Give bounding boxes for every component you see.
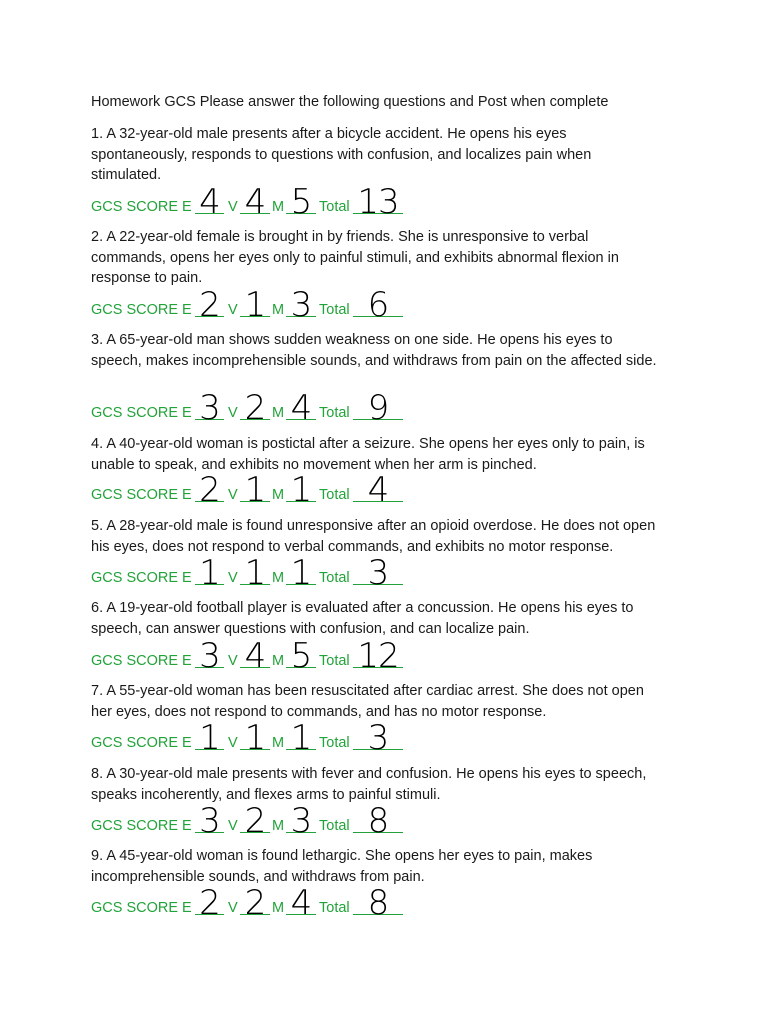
question-line: 5. A 28-year-old male is found unresponsive after an opioid overdose. He does not open bbox=[91, 518, 656, 534]
handwritten-answer-v[interactable]: 1 bbox=[244, 718, 266, 758]
score-label-v: V bbox=[228, 302, 238, 318]
handwritten-answer-e[interactable]: 2 bbox=[199, 883, 220, 923]
handwritten-answer-e[interactable]: 4 bbox=[199, 182, 220, 222]
score-label-m: M bbox=[272, 302, 285, 318]
question-line: 4. A 40-year-old woman is postictal after a seizure. She opens her eyes only to pain, is bbox=[91, 436, 645, 452]
handwritten-answer-v[interactable]: 4 bbox=[244, 182, 266, 222]
score-label-total: Total bbox=[319, 818, 350, 834]
handwritten-answer-v[interactable]: 1 bbox=[244, 553, 266, 593]
handwritten-answer-e[interactable]: 3 bbox=[199, 388, 220, 428]
question-line: his eyes, does not respond to verbal commands, and exhibits no motor response. bbox=[91, 538, 614, 555]
question-line: her eyes, does not respond to commands, and has no motor response. bbox=[91, 703, 547, 720]
handwritten-answer-v[interactable]: 2 bbox=[244, 388, 266, 428]
score-label-v: V bbox=[228, 487, 238, 503]
score-label-prefix: GCS SCORE E bbox=[91, 653, 192, 669]
score-label-prefix: GCS SCORE E bbox=[91, 487, 192, 503]
score-label-v: V bbox=[228, 735, 238, 751]
handwritten-answer-total[interactable]: 8 bbox=[367, 801, 389, 841]
handwritten-answer-m[interactable]: 5 bbox=[290, 636, 312, 676]
handwritten-answer-m[interactable]: 4 bbox=[290, 883, 312, 923]
score-label-total: Total bbox=[319, 487, 350, 503]
gcs-score-row bbox=[91, 285, 411, 325]
handwritten-answer-e[interactable]: 2 bbox=[199, 285, 220, 325]
handwritten-answer-total[interactable]: 3 bbox=[367, 553, 389, 593]
question-text bbox=[91, 124, 691, 186]
handwritten-answer-m[interactable]: 1 bbox=[290, 553, 312, 593]
score-label-v: V bbox=[228, 653, 238, 669]
handwritten-answer-e[interactable]: 3 bbox=[199, 636, 220, 676]
score-label-m: M bbox=[272, 405, 285, 421]
handwritten-answer-v[interactable]: 1 bbox=[244, 285, 266, 325]
gcs-score-row bbox=[91, 718, 411, 758]
handwritten-answer-m[interactable]: 1 bbox=[290, 718, 312, 758]
score-label-m: M bbox=[272, 653, 285, 669]
question-line: speech, makes incomprehensible sounds, and withdraws from pain on the affected side. bbox=[91, 352, 657, 369]
question-line: spontaneously, responds to questions with confusion, and localizes pain when bbox=[91, 146, 592, 163]
score-label-total: Total bbox=[319, 405, 350, 421]
handwritten-answer-v[interactable]: 2 bbox=[244, 801, 266, 841]
question-line: 1. A 32-year-old male presents after a bicycle accident. He opens his eyes bbox=[91, 126, 567, 142]
score-label-m: M bbox=[272, 735, 285, 751]
question-text bbox=[91, 516, 691, 557]
question-line: 3. A 65-year-old man shows sudden weakness on one side. He opens his eyes to bbox=[91, 332, 613, 348]
score-label-prefix: GCS SCORE E bbox=[91, 900, 192, 916]
question-line: 6. A 19-year-old football player is evaluated after a concussion. He opens his eyes to bbox=[91, 600, 634, 616]
question-text bbox=[91, 227, 691, 289]
question-line: commands, opens her eyes only to painful stimuli, and exhibits abnormal flexion in bbox=[91, 249, 619, 266]
question-line: response to pain. bbox=[91, 270, 203, 286]
score-label-total: Total bbox=[319, 570, 350, 586]
score-label-v: V bbox=[228, 405, 238, 421]
question-text bbox=[91, 598, 691, 639]
gcs-score-row bbox=[91, 553, 411, 593]
score-label-prefix: GCS SCORE E bbox=[91, 818, 192, 834]
question-text bbox=[91, 434, 691, 475]
handwritten-answer-total[interactable]: 6 bbox=[367, 285, 389, 325]
score-label-m: M bbox=[272, 570, 285, 586]
handwritten-answer-m[interactable]: 5 bbox=[290, 182, 312, 222]
score-label-v: V bbox=[228, 818, 238, 834]
score-label-prefix: GCS SCORE E bbox=[91, 735, 192, 751]
score-label-prefix: GCS SCORE E bbox=[91, 570, 192, 586]
score-label-v: V bbox=[228, 199, 238, 215]
score-label-total: Total bbox=[319, 302, 350, 318]
question-text bbox=[91, 846, 691, 887]
question-text bbox=[91, 764, 691, 805]
handwritten-answer-total[interactable]: 4 bbox=[367, 470, 389, 510]
handwritten-answer-m[interactable]: 3 bbox=[290, 801, 312, 841]
score-label-prefix: GCS SCORE E bbox=[91, 302, 192, 318]
handwritten-answer-m[interactable]: 3 bbox=[290, 285, 312, 325]
handwritten-answer-total[interactable]: 9 bbox=[367, 388, 389, 428]
score-label-total: Total bbox=[319, 735, 350, 751]
question-text bbox=[91, 681, 691, 722]
handwritten-answer-total[interactable]: 8 bbox=[367, 883, 389, 923]
score-label-m: M bbox=[272, 487, 285, 503]
handwritten-answer-v[interactable]: 4 bbox=[244, 636, 266, 676]
score-label-v: V bbox=[228, 900, 238, 916]
score-label-prefix: GCS SCORE E bbox=[91, 405, 192, 421]
handwritten-answer-m[interactable]: 4 bbox=[290, 388, 312, 428]
question-line: speech, can answer questions with confusion, and can localize pain. bbox=[91, 620, 530, 637]
handwritten-answer-e[interactable]: 1 bbox=[199, 718, 220, 758]
score-label-prefix: GCS SCORE E bbox=[91, 199, 192, 215]
page-title: Homework GCS Please answer the following questions and Post when complete bbox=[91, 94, 609, 110]
gcs-score-row bbox=[91, 801, 411, 841]
gcs-score-row bbox=[91, 470, 411, 510]
handwritten-answer-total[interactable]: 12 bbox=[357, 636, 399, 676]
question-line: 7. A 55-year-old woman has been resuscitated after cardiac arrest. She does not open bbox=[91, 683, 644, 699]
gcs-score-row bbox=[91, 636, 411, 676]
handwritten-answer-e[interactable]: 1 bbox=[199, 553, 220, 593]
question-line: 8. A 30-year-old male presents with fever and confusion. He opens his eyes to speech, bbox=[91, 766, 647, 782]
score-label-m: M bbox=[272, 818, 285, 834]
score-label-total: Total bbox=[319, 199, 350, 215]
gcs-score-row bbox=[91, 388, 411, 428]
handwritten-answer-m[interactable]: 1 bbox=[290, 470, 312, 510]
score-label-v: V bbox=[228, 570, 238, 586]
score-label-m: M bbox=[272, 199, 285, 215]
score-label-m: M bbox=[272, 900, 285, 916]
question-text bbox=[91, 330, 691, 371]
question-line: unable to speak, and exhibits no movement when her arm is pinched. bbox=[91, 456, 537, 473]
question-line: incomprehensible sounds, and withdraws from pain. bbox=[91, 868, 425, 885]
handwritten-answer-e[interactable]: 2 bbox=[199, 470, 220, 510]
question-line: speaks incoherently, and flexes arms to painful stimuli. bbox=[91, 786, 441, 803]
question-line: 9. A 45-year-old woman is found lethargic. She opens her eyes to pain, makes bbox=[91, 848, 593, 864]
gcs-score-row bbox=[91, 883, 411, 923]
score-label-total: Total bbox=[319, 653, 350, 669]
handwritten-answer-total[interactable]: 13 bbox=[357, 182, 399, 222]
handwritten-answer-e[interactable]: 3 bbox=[199, 801, 220, 841]
handwritten-answer-v[interactable]: 2 bbox=[244, 883, 266, 923]
handwritten-answer-v[interactable]: 1 bbox=[244, 470, 266, 510]
handwritten-answer-total[interactable]: 3 bbox=[367, 718, 389, 758]
gcs-score-row bbox=[91, 182, 411, 222]
question-line: stimulated. bbox=[91, 167, 162, 183]
question-line: 2. A 22-year-old female is brought in by friends. She is unresponsive to verbal bbox=[91, 229, 589, 245]
score-label-total: Total bbox=[319, 900, 350, 916]
